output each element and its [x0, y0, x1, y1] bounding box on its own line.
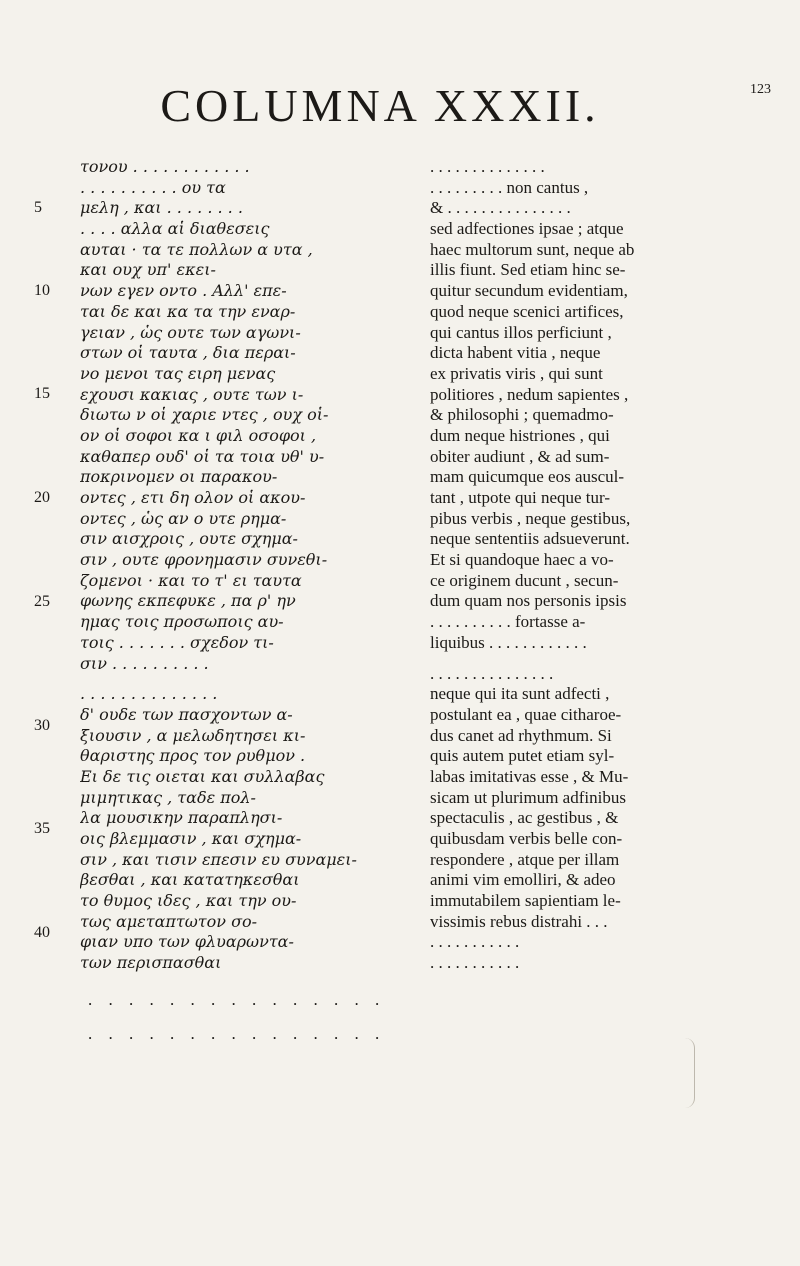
- line-number: 20: [34, 489, 50, 506]
- latin-line: quibusdam verbis belle con-: [430, 829, 623, 848]
- latin-line: sicam ut plurimum adfinibus: [430, 787, 626, 807]
- latin-line: ce originem ducunt , secun-: [430, 570, 619, 590]
- greek-line: νων εγεν οντο . Αλλ' επε-: [80, 281, 287, 301]
- latin-line: tant , utpote qui neque tur-: [430, 488, 611, 507]
- greek-line: εχουσι κακιας , ουτε των ι-: [80, 384, 304, 404]
- latin-line: & . . . . . . . . . . . . . . .: [430, 198, 571, 218]
- section-gap: [80, 674, 390, 684]
- line-number: 25: [34, 593, 50, 610]
- latin-line: immutabilem sapientiam le-: [430, 891, 621, 911]
- greek-line: ποκρινομεν οι παρακου-: [80, 467, 278, 487]
- line-number: 5: [34, 199, 42, 216]
- latin-line: dum quam nos personis ipsis: [430, 591, 627, 611]
- greek-line: γειαν , ὡς ουτε των αγωνι-: [80, 322, 301, 342]
- greek-line: θαριστης προς τον ρυθμον .: [80, 746, 306, 766]
- greek-line: των περισπασθαι: [80, 953, 222, 973]
- latin-line: . . . . . . . . . . .: [430, 932, 520, 952]
- greek-line: Ει δε τις οιεται και συλλαβας: [80, 766, 325, 786]
- greek-line: . . . . . . . . . . ου τα: [80, 177, 226, 197]
- latin-line: obiter audiunt , & ad sum-: [430, 446, 610, 466]
- greek-line: ον οἱ σοφοι κα ι φιλ οσοφοι ,: [80, 425, 317, 445]
- latin-line: postulant ea , quae citharoe-: [430, 704, 622, 724]
- line-number: 35: [34, 820, 50, 837]
- latin-line: haec multorum sunt, neque ab: [430, 239, 635, 259]
- latin-line: . . . . . . . . . . .: [430, 953, 520, 973]
- latin-line: Et si quandoque haec a vo-: [430, 550, 614, 570]
- latin-line: . . . . . . . . . . . . . . .: [430, 663, 554, 683]
- greek-line: αυται · τα τε πολλων α υτα ,: [80, 239, 313, 259]
- latin-line: quod neque scenici artifices,: [430, 301, 624, 321]
- greek-text-column: [80, 157, 390, 974]
- latin-line: illis fiunt. Sed etiam hinc se-: [430, 260, 626, 280]
- latin-line: liquibus . . . . . . . . . . . .: [430, 632, 587, 652]
- latin-line: ex privatis viris , qui sunt: [430, 363, 603, 383]
- latin-line: respondere , atque per illam: [430, 849, 620, 869]
- greek-line: . . . . . . . . . . . . . .: [80, 684, 218, 704]
- latin-line: dus canet ad rhythmum. Si: [430, 725, 612, 745]
- greek-line: διωτω ν οἱ χαριε ντες , ουχ οἱ-: [80, 405, 329, 425]
- greek-line: μελη , και . . . . . . . .: [80, 198, 243, 218]
- latin-line: labas imitativas esse , & Mu-: [430, 766, 629, 786]
- latin-line: mam quicumque eos auscul-: [430, 467, 625, 487]
- latin-line: & philosophi ; quemadmo-: [430, 405, 614, 425]
- ellipsis-row: . . . . . . . . . . . . . . .: [88, 990, 386, 1009]
- line-number: 40: [34, 924, 50, 941]
- greek-line: στων οἱ ταυτα , δια περαι-: [80, 343, 296, 363]
- greek-line: ται δε και κα τα την εναρ-: [80, 301, 296, 321]
- latin-line: quis autem putet etiam syl-: [430, 746, 615, 766]
- greek-line: σιν , ουτε φρονημασιν συνεθι-: [80, 550, 328, 570]
- latin-line: vissimis rebus distrahi . . .: [430, 911, 608, 931]
- page-title: COLUMNA XXXII.: [160, 80, 600, 131]
- latin-line: animi vim emolliri, & adeo: [430, 870, 616, 890]
- line-number: 10: [34, 282, 50, 299]
- greek-line: ξιουσιν , α μελωδητησει κι-: [80, 725, 306, 745]
- line-number: 15: [34, 385, 50, 402]
- greek-line: το θυμος ιδες , και την ου-: [80, 891, 297, 911]
- greek-line: βεσθαι , και κατατηκεσθαι: [80, 870, 300, 890]
- greek-line: σιν . . . . . . . . . .: [80, 653, 209, 673]
- latin-line: neque qui ita sunt adfecti ,: [430, 684, 610, 704]
- latin-line: . . . . . . . . . . fortasse a-: [430, 612, 586, 632]
- greek-line: μιμητικας , ταδε πολ-: [80, 787, 256, 807]
- greek-line: . . . . αλλα αἱ διαθεσεις: [80, 219, 270, 239]
- greek-line: ημας τοις προσωποις αυ-: [80, 612, 284, 632]
- latin-line: neque sententiis adsueverunt.: [430, 529, 630, 549]
- latin-line: dicta habent vitia , neque: [430, 343, 601, 363]
- latin-line: quitur secundum evidentiam,: [430, 281, 628, 301]
- latin-line: pibus verbis , neque gestibus,: [430, 508, 631, 528]
- latin-line: politiores , nedum sapientes ,: [430, 384, 629, 404]
- greek-line: σιν αισχροις , ουτε σχημα-: [80, 529, 298, 549]
- latin-line: dum neque histriones , qui: [430, 425, 610, 445]
- greek-line: τοις . . . . . . . σχεδον τι-: [80, 632, 274, 652]
- greek-line: σιν , και τισιν επεσιν ευ συναμει-: [80, 849, 357, 869]
- section-gap: [430, 654, 760, 664]
- greek-line: και ουχ υπ' εκει-: [80, 260, 216, 280]
- greek-line: δ' ουδε των πασχοντων α-: [80, 704, 293, 724]
- page-number: 123: [750, 82, 771, 97]
- latin-line: . . . . . . . . . non cantus ,: [430, 177, 589, 197]
- greek-line: φιαν υπο των φλυαρωντα-: [80, 932, 294, 952]
- line-number: 30: [34, 717, 50, 734]
- greek-line: τονου . . . . . . . . . . . .: [80, 157, 250, 176]
- greek-line: καθαπερ ουδ' οἱ τα τοια υθ' υ-: [80, 446, 325, 466]
- greek-line: λα μουσικην παραπλησι-: [80, 808, 283, 828]
- greek-line: νο μενοι τας ειρη μενας: [80, 363, 276, 383]
- ellipsis-row: . . . . . . . . . . . . . . .: [88, 1024, 386, 1043]
- greek-line: ζομενοι · και το τ' ει ταυτα: [80, 570, 302, 590]
- page-header: [0, 78, 800, 138]
- latin-line: qui cantus illos perficiunt ,: [430, 322, 612, 342]
- greek-line: τως αμεταπτωτον σο-: [80, 911, 258, 931]
- greek-line: οις βλεμμασιν , και σχημα-: [80, 829, 302, 848]
- greek-line: φωνης εκπεφυκε , πα ρ' ην: [80, 591, 296, 611]
- greek-line: οντες , ετι δη ολον οἱ ακου-: [80, 488, 306, 507]
- latin-text-column: [430, 157, 760, 974]
- greek-line: οντες , ὡς αν ο υτε ρημα-: [80, 508, 287, 528]
- latin-line: spectaculis , ac gestibus , &: [430, 808, 619, 828]
- margin-bracket-mark: [680, 1038, 695, 1108]
- latin-line: . . . . . . . . . . . . . .: [430, 157, 545, 176]
- latin-line: sed adfectiones ipsae ; atque: [430, 219, 624, 239]
